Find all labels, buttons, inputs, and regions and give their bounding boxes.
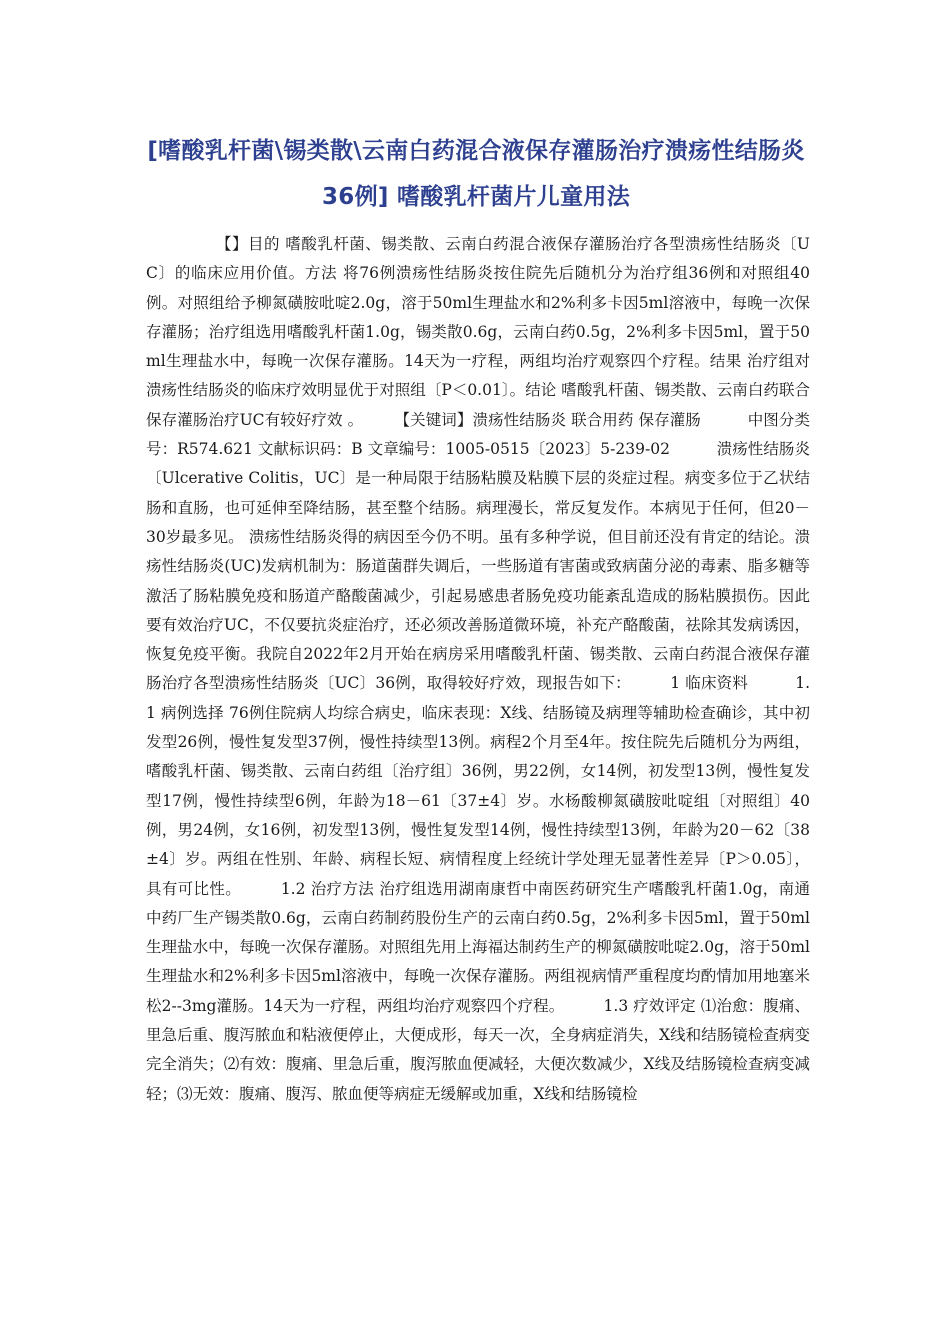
document-body: 【】目的 嗜酸乳杆菌、锡类散、云南白药混合液保存灌肠治疗各型溃疡性结肠炎〔UC〕的临床应用价值。方法 将76例溃疡性结肠炎按住院先后随机分为治疗组36例和对照组40例。对照组给予柳氮磺胺吡啶2.0g，溶于50ml生理盐水和2%利多卡因5ml溶液中，每晚一次保存灌肠；治疗组选用嗜酸乳杆菌1.0g，锡类散0.6g，云南白药0.5g，2%利多卡因5ml，置于50ml生理盐水中，每晚一次保存灌肠。14天为一疗程，两组均治疗观察四个疗程。结果 治疗组对溃疡性结肠炎的临床疗效明显优于对照组〔P＜0.01〕。结论 嗜酸乳杆菌、锡类散、云南白药联合保存灌肠治疗UC有较好疗效 。 【关键词】溃疡性结肠炎 联合用药 保存灌肠 中图分类号：R574.621 文献标识码：B 文章编号：1005-0515〔2023〕5-239-02 溃疡性结肠炎〔Ulcerative Colitis，UC〕是一种局限于结肠粘膜及粘膜下层的炎症过程。病变多位于乙状结肠和直肠，也可延伸至降结肠，甚至整个结肠。病理漫长，常反复发作。本病见于任何，但20－30岁最多见。 溃疡性结肠炎得的病因至今仍不明。虽有多种学说，但目前还没有肯定的结论。溃疡性结肠炎(UC)发病机制为：肠道菌群失调后，一些肠道有害菌或致病菌分泌的毒素、脂多糖等激活了肠粘膜免疫和肠道产酪酸菌减少，引起易感患者肠免疫功能紊乱造成的肠粘膜损伤。因此要有效治疗UC，不仅要抗炎症治疗，还必须改善肠道微环境，补充产酪酸菌，祛除其发病诱因，恢复免疫平衡。我院自2022年2月开始在病房采用嗜酸乳杆菌、锡类散、云南白药混合液保存灌肠治疗各型溃疡性结肠炎〔UC〕36例，取得较好疗效，现报告如下： 1 临床资料 1.1 病例选择 76例住院病人均综合病史，临床表现：X线、结肠镜及病理等辅助检查确诊，其中初发型26例，慢性复发型37例，慢性持续型13例。病程2个月至4年。按住院先后随机分为两组，嗜酸乳杆菌、锡类散、云南白药组〔治疗组〕36例，男22例，女14例，初发型13例，慢性复发型17例，慢性持续型6例，年龄为18－61〔37±4〕岁。水杨酸柳氮磺胺吡啶组〔对照组〕40例，男24例，女16例，初发型13例，慢性复发型14例，慢性持续型13例，年龄为20－62〔38±4〕岁。两组在性别、年龄、病程长短、病情程度上经统计学处理无显著性差异〔P＞0.05〕，具有可比性。 1.2 治疗方法 治疗组选用湖南康哲中南医药研究生产嗜酸乳杆菌1.0g，南通中药厂生产锡类散0.6g，云南白药制药股份生产的云南白药0.5g，2%利多卡因5ml，置于50ml生理盐水中，每晚一次保存灌肠。对照组先用上海福达制药生产的柳氮磺胺吡啶2.0g，溶于50ml生理盐水和2%利多卡因5ml溶液中，每晚一次保存灌肠。两组视病情严重程度均酌情加用地塞米松2--3mg灌肠。14天为一疗程，两组均治疗观察四个疗程。 1.3 疗效评定 ⑴治愈：腹痛、里急后重、腹泻脓血和粘液便停止，大便成形，每天一次，全身病症消失，X线和结肠镜检查病变完全消失；⑵有效：腹痛、里急后重，腹泻脓血便减轻，大便次数减少，X线及结肠镜检查病变减轻；⑶无效：腹痛、腹泻、脓血便等病症无缓解或加重，X线和结肠镜检 <box>146 235 810 1103</box>
document-title: [嗜酸乳杆菌\锡类散\云南白药混合液保存灌肠治疗溃疡性结肠炎36例] 嗜酸乳杆菌片儿童用法 <box>147 138 805 210</box>
